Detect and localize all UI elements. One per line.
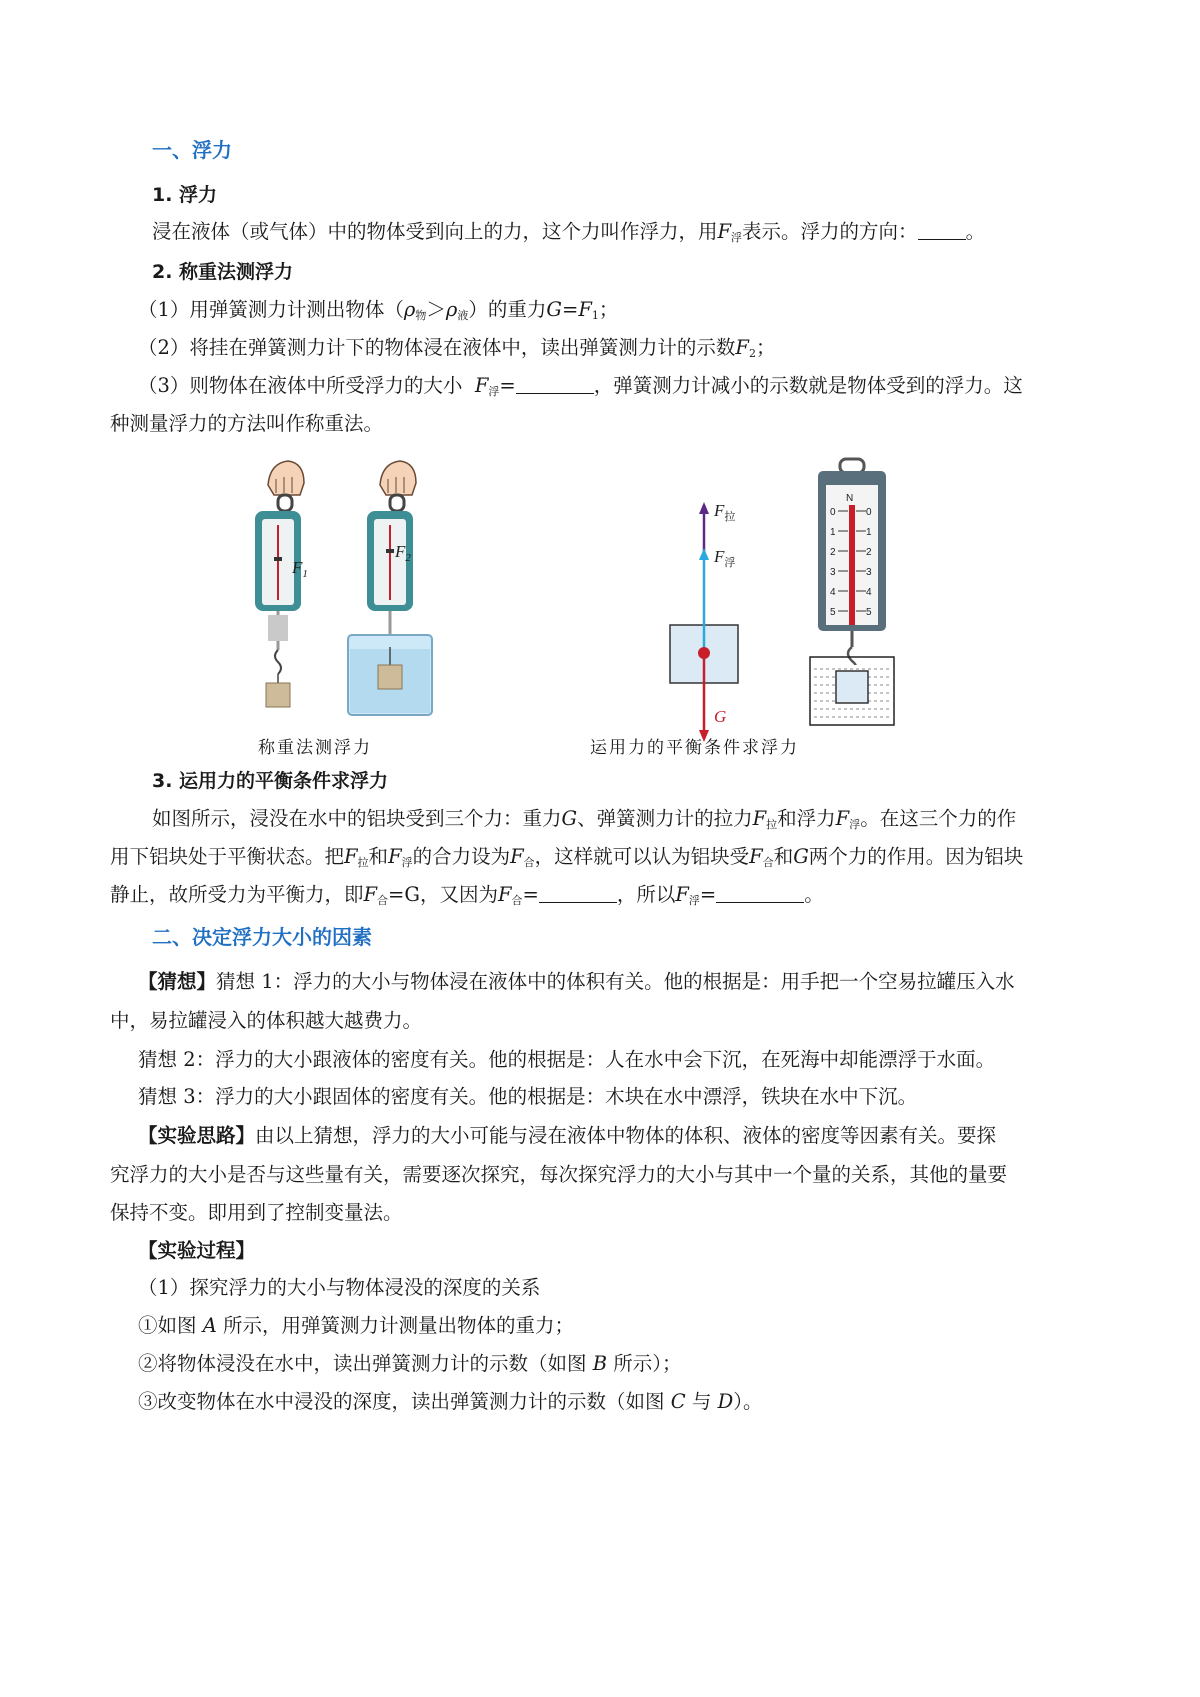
paragraph-idea-2: 究浮力的大小是否与这些量有关，需要逐次探究，每次探究浮力的大小与其中一个量的关系，其他的量要: [110, 1163, 1008, 1186]
figure-force-diagram: [640, 490, 760, 760]
subheading-weighing-method: 2. 称重法测浮力: [152, 261, 294, 283]
meter-tick-label: 4: [830, 587, 836, 598]
paragraph-force-balance-2: 用下铝块处于平衡状态。把$F_拉$和$F_浮$的合力设为$F_合$，这样就可以认为铝块受$F_合$和G两个力的作用。因为铝块: [110, 845, 1024, 869]
hand-icon: [380, 461, 416, 495]
spring-scale-1: [255, 495, 301, 707]
meter-tick-label: 5: [830, 607, 836, 618]
paragraph-process-step-a: ①如图 A 所示，用弹簧测力计测量出物体的重力；: [138, 1314, 575, 1337]
paragraph-buoyancy-definition: 浸在液体（或气体）中的物体受到向上的力，这个力叫作浮力，用$F_浮$表示。浮力的方向： 。: [152, 220, 986, 244]
meter-tick-label: 1: [830, 527, 836, 538]
paragraph-idea-3: 保持不变。即用到了控制变量法。: [110, 1201, 403, 1224]
figure-weighing-method: [240, 455, 470, 725]
paragraph-guess-1-cont: 中，易拉罐浸入的体积越大越费力。: [110, 1009, 423, 1032]
hand-icon: [268, 461, 304, 495]
paragraph-guess-1: 【猜想】猜想 1：浮力的大小与物体浸在液体中的体积有关。他的根据是：用手把一个空易拉罐压入水: [138, 970, 1015, 993]
paragraph-force-balance-1: 如图所示，浸没在水中的铝块受到三个力：重力G、弹簧测力计的拉力$F_拉$和浮力$F_浮$。在这三个力的作: [152, 807, 1017, 831]
meter-tick-label: 2: [866, 547, 872, 558]
paragraph-process-heading: 【实验过程】: [138, 1239, 256, 1262]
fill-blank[interactable]: [516, 373, 594, 394]
meter-tick-label: 0: [866, 507, 872, 518]
paragraph-step-3-cont: 种测量浮力的方法叫作称重法。: [110, 412, 384, 435]
paragraph-process-1: （1）探究浮力的大小与物体浸没的深度的关系: [138, 1276, 541, 1299]
meter-tick-label: 0: [830, 507, 836, 518]
caption-force-balance: 运用力的平衡条件求浮力: [590, 738, 799, 758]
paragraph-step-2: （2）将挂在弹簧测力计下的物体浸在液体中，读出弹簧测力计的示数$F_2$；: [138, 336, 776, 360]
meter-tick-label: 2: [830, 547, 836, 558]
paragraph-idea: 【实验思路】由以上猜想，浮力的大小可能与浸在液体中物体的体积、液体的密度等因素有关。要探: [138, 1124, 997, 1147]
fill-blank[interactable]: [539, 882, 617, 903]
subheading-buoyancy: 1. 浮力: [152, 184, 218, 206]
paragraph-step-3: （3）则物体在液体中所受浮力的大小 $F_浮=$ ，弹簧测力计减小的示数就是物体受到的浮力。这: [138, 374, 1023, 398]
center-dot: [698, 647, 710, 659]
meter-tick-label: 3: [866, 567, 872, 578]
fill-blank[interactable]: [918, 219, 966, 240]
subheading-force-balance: 3. 运用力的平衡条件求浮力: [152, 770, 389, 792]
caption-weighing-method: 称重法测浮力: [258, 738, 372, 758]
meter-tick-label: 5: [866, 607, 872, 618]
paragraph-guess-2: 猜想 2：浮力的大小跟液体的密度有关。他的根据是：人在水中会下沉，在死海中却能漂浮于水面。: [138, 1048, 996, 1071]
spring-scale-2: [348, 495, 432, 715]
label-G: G: [714, 707, 727, 726]
label-F1: $F_1$: [292, 558, 308, 580]
paragraph-step-1: （1）用弹簧测力计测出物体$(\rho_物>\rho_液)$的重力$G=F_1$；: [138, 298, 619, 322]
label-F-buoy: $F_浮$: [714, 547, 736, 569]
fill-blank[interactable]: [716, 882, 804, 903]
label-F-pull: $F_拉$: [714, 501, 736, 523]
section-heading-factors: 二、决定浮力大小的因素: [152, 925, 372, 949]
section-heading-buoyancy: 一、浮力: [152, 138, 232, 162]
meter-tick-label: 1: [866, 527, 872, 538]
meter-tick-label: 4: [866, 587, 872, 598]
paragraph-guess-3: 猜想 3：浮力的大小跟固体的密度有关。他的根据是：木块在水中漂浮，铁块在水中下沉。: [138, 1085, 918, 1108]
paragraph-process-step-b: ②将物体浸没在水中，读出弹簧测力计的示数（如图 B 所示）；: [138, 1352, 682, 1375]
meter-tick-label: 3: [830, 567, 836, 578]
figure-scale-in-tank: [810, 455, 920, 730]
label-F2: $F_2$: [395, 542, 411, 564]
paragraph-force-balance-3: 静止，故所受力为平衡力，即$F_合=G$，又因为$F_合=$ ，所以$F_浮=$ 。: [110, 883, 824, 907]
paragraph-process-step-c: ③改变物体在水中浸没的深度，读出弹簧测力计的示数（如图 C 与 D）。: [138, 1390, 763, 1413]
meter-unit: N: [846, 493, 854, 504]
